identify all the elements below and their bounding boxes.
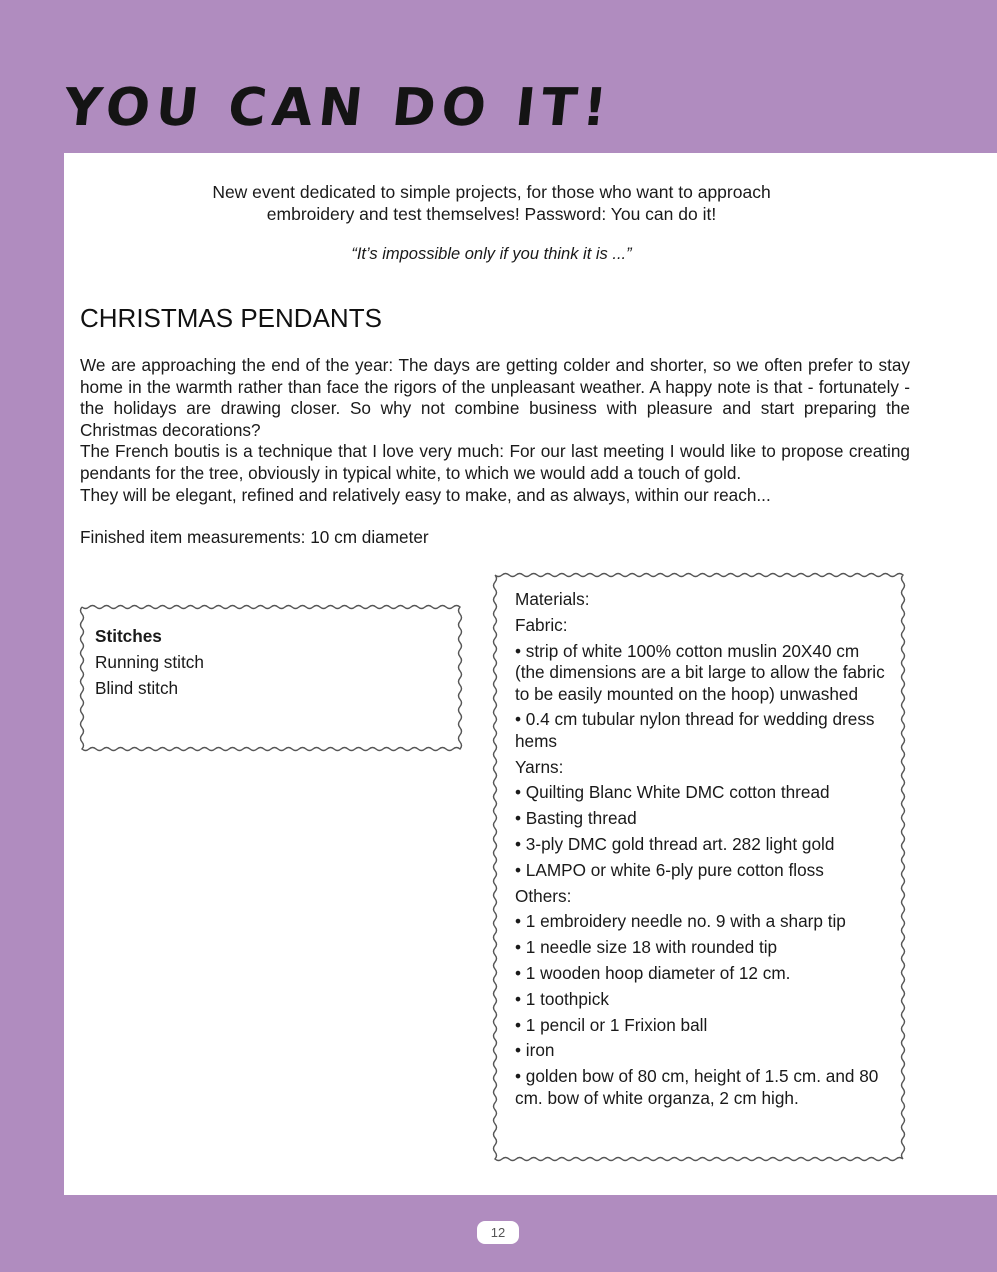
material-item: • iron xyxy=(515,1040,555,1061)
materials-heading: Materials: xyxy=(515,589,590,609)
materials-box xyxy=(491,571,907,1163)
intro-quote: “It’s impossible only if you think it is ...” xyxy=(351,245,632,263)
material-item: • 1 wooden hoop diameter of 12 cm. xyxy=(515,963,791,984)
stitches-title: Stitches xyxy=(95,626,162,646)
content-panel xyxy=(64,153,997,1195)
materials-subheading: Fabric: xyxy=(515,614,568,635)
material-item: • 0.4 cm tubular nylon thread for wedding dress hems xyxy=(515,709,875,751)
material-item: • 1 needle size 18 with rounded tip xyxy=(515,937,778,958)
section-title: CHRISTMAS PENDANTS xyxy=(80,303,382,333)
stitch-item: Running stitch xyxy=(95,652,204,672)
materials-subheading: Others: xyxy=(515,885,572,906)
body-paragraph: They will be elegant, refined and relatively easy to make, and as always, within our reach... xyxy=(80,484,771,505)
material-item: • 1 pencil or 1 Frixion ball xyxy=(515,1014,708,1035)
stitches-box xyxy=(78,603,464,753)
material-item: • Quilting Blanc White DMC cotton thread xyxy=(515,782,830,803)
material-item: • Basting thread xyxy=(515,808,637,829)
stitch-item: Blind stitch xyxy=(95,678,179,698)
section-body xyxy=(80,355,910,506)
material-item: • 1 toothpick xyxy=(515,988,609,1009)
measurements-text: Finished item measurements: 10 cm diameter xyxy=(80,527,429,547)
materials-list xyxy=(515,589,893,1114)
body-paragraph: We are approaching the end of the year: The days are getting colder and shorter, so we often prefer to stay home in the warmth rather than face the rigors of the unpleasant weather. A happy note is that - fortunately - the holidays are drawing closer. So why not combine business with pleasure and start preparing the Christmas decorations? xyxy=(80,355,910,440)
material-item: • 1 embroidery needle no. 9 with a sharp tip xyxy=(515,911,846,932)
material-item: • 3-ply DMC gold thread art. 282 light gold xyxy=(515,834,835,855)
body-paragraph: The French boutis is a technique that I love very much: For our last meeting I would like to propose creating pendants for the tree, obviously in typical white, to which we would add a touch of gold. xyxy=(80,441,910,483)
page-number: 12 xyxy=(477,1221,519,1244)
intro-text: New event dedicated to simple projects, for those who want to approach embroidery and test themselves! Password: You can do it! xyxy=(212,182,771,224)
page-title: YOU CAN DO IT! xyxy=(60,78,616,138)
material-item: • golden bow of 80 cm, height of 1.5 cm. and 80 cm. bow of white organza, 2 cm high. xyxy=(515,1066,879,1108)
material-item: • strip of white 100% cotton muslin 20X40 cm (the dimensions are a bit large to allow the fabric to be easily mounted on the hoop) unwashed xyxy=(515,640,885,704)
material-item: • LAMPO or white 6-ply pure cotton floss xyxy=(515,859,824,880)
materials-subheading: Yarns: xyxy=(515,756,564,777)
